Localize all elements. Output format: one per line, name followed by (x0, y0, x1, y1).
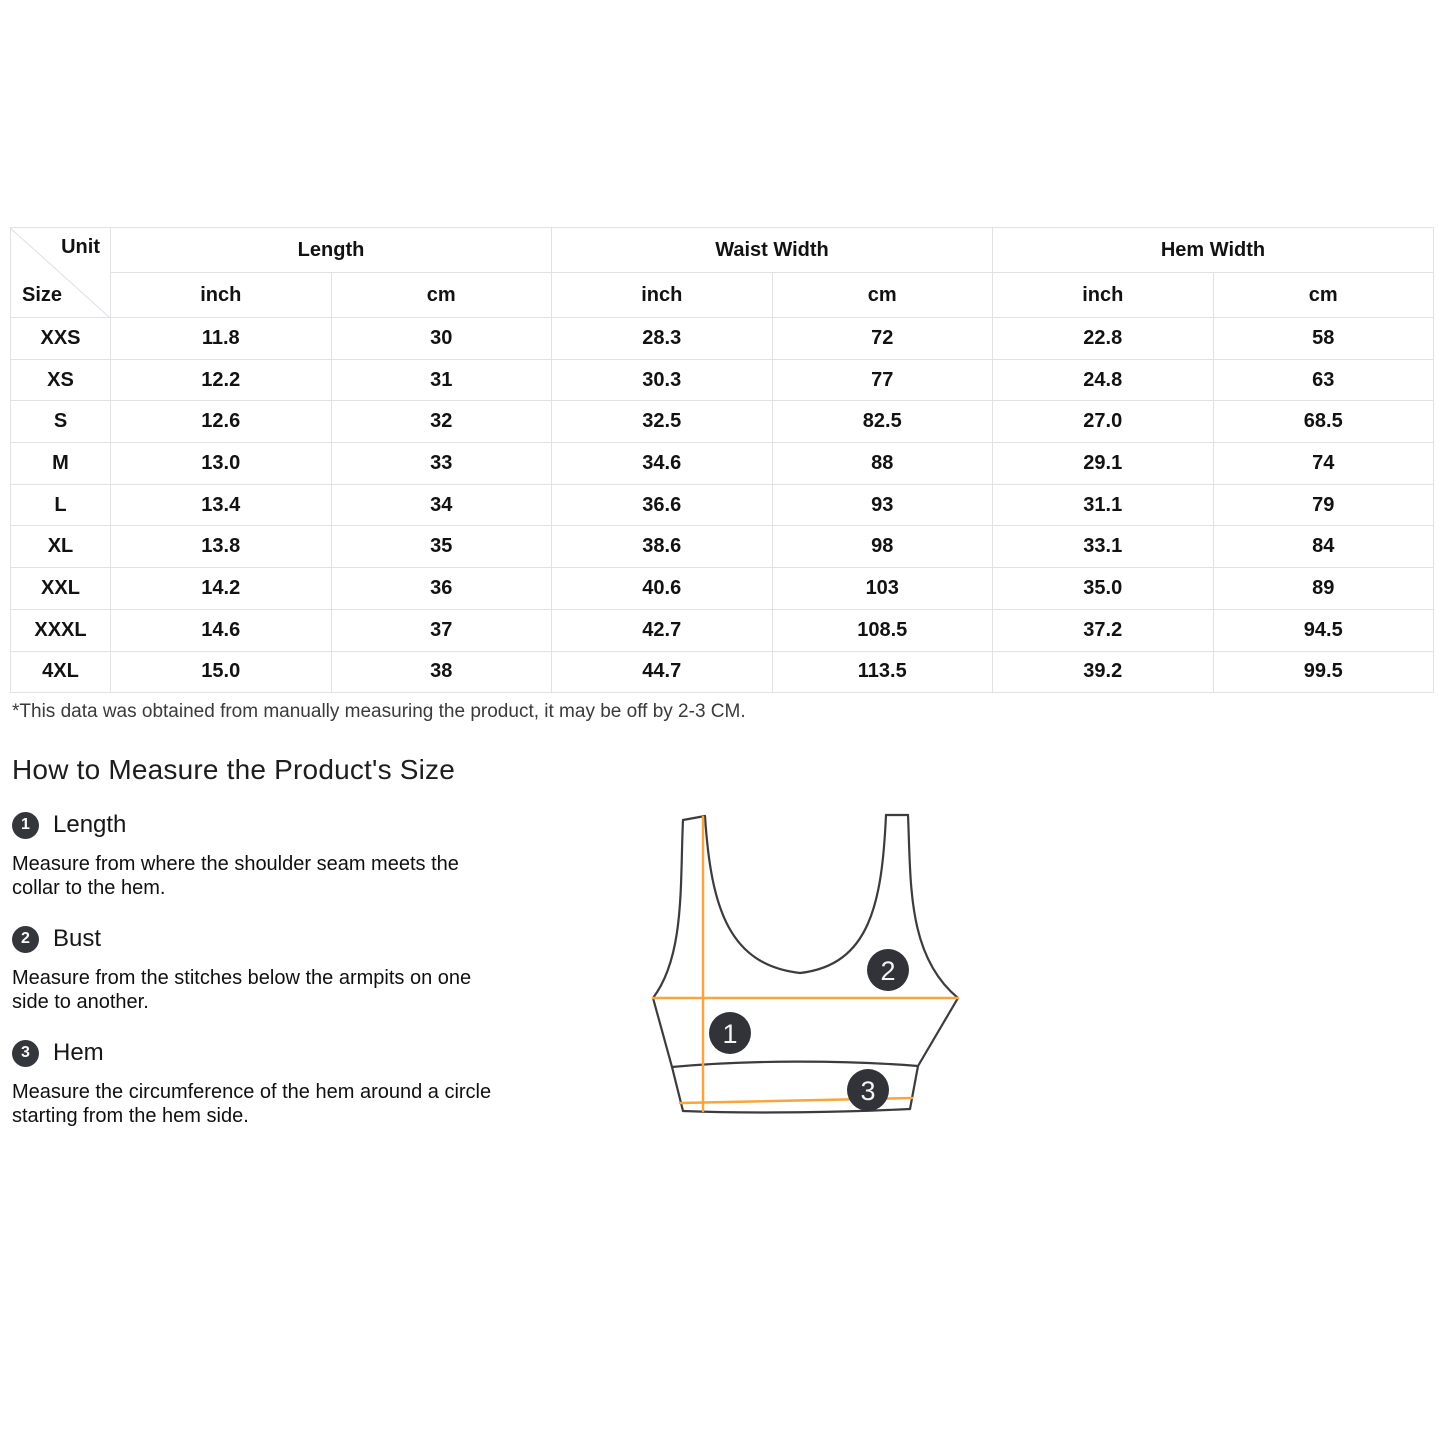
garment-diagram-svg (618, 798, 978, 1133)
left-side-seam (653, 998, 683, 1111)
measurement-cell: 33 (331, 443, 552, 485)
measurement-cell: 29.1 (993, 443, 1214, 485)
corner-cell (11, 228, 111, 318)
measurement-cell: 14.2 (111, 568, 332, 610)
table-row (11, 526, 1434, 568)
measure-guide-item (12, 811, 612, 900)
right-armhole-edge (908, 815, 958, 998)
table-row (11, 443, 1434, 485)
measurement-cell: 84 (1213, 526, 1434, 568)
table-row (11, 401, 1434, 443)
table-row (11, 568, 1434, 610)
measure-guide-item (12, 1039, 612, 1128)
measurement-cell: 11.8 (111, 318, 332, 360)
left-strap-top (683, 816, 705, 820)
step-number-badge: 1 (12, 812, 39, 839)
measurement-cell: 63 (1213, 359, 1434, 401)
table-row (11, 359, 1434, 401)
size-label-cell: XS (11, 359, 111, 401)
measurement-cell: 36.6 (552, 484, 773, 526)
measurement-cell: 77 (772, 359, 993, 401)
measurement-cell: 82.5 (772, 401, 993, 443)
measurement-cell: 38 (331, 651, 552, 693)
step-description: Measure from where the shoulder seam meets the collar to the hem. (12, 853, 459, 900)
table-row (11, 484, 1434, 526)
measurement-cell: 13.4 (111, 484, 332, 526)
subheader-length-cm: cm (331, 273, 552, 318)
column-group-hem-width: Hem Width (993, 228, 1434, 273)
measurement-cell: 34.6 (552, 443, 773, 485)
measurement-cell: 35.0 (993, 568, 1214, 610)
measurement-cell: 113.5 (772, 651, 993, 693)
measurement-cell: 74 (1213, 443, 1434, 485)
diagram-badges (709, 949, 909, 1111)
band-top-line (672, 1062, 918, 1067)
step-header (12, 1039, 612, 1067)
measurement-cell: 30 (331, 318, 552, 360)
step-header (12, 811, 612, 839)
step-label: Length (53, 811, 127, 839)
subheader-length-inch: inch (111, 273, 332, 318)
size-label-cell: M (11, 443, 111, 485)
table-unit-header-row (11, 273, 1434, 318)
measurement-cell: 40.6 (552, 568, 773, 610)
measurement-cell: 36 (331, 568, 552, 610)
step-label: Bust (53, 925, 102, 953)
measurement-cell: 13.8 (111, 526, 332, 568)
measurement-cell: 27.0 (993, 401, 1214, 443)
measurement-cell: 30.3 (552, 359, 773, 401)
measurement-cell: 98 (772, 526, 993, 568)
diagram-badge-2-number: 2 (880, 956, 896, 986)
diagram-badge-1-number: 1 (722, 1019, 738, 1049)
size-label-cell: XXS (11, 318, 111, 360)
measurement-cell: 58 (1213, 318, 1434, 360)
measurement-cell: 108.5 (772, 609, 993, 651)
measurement-cell: 12.2 (111, 359, 332, 401)
measurement-cell: 13.0 (111, 443, 332, 485)
size-table-body (11, 318, 1434, 693)
guide-heading: How to Measure the Product's Size (12, 754, 456, 786)
corner-unit-label: Unit (61, 236, 100, 258)
diagram-badge-3-number: 3 (860, 1076, 876, 1106)
measurement-cell: 89 (1213, 568, 1434, 610)
table-footnote: *This data was obtained from manually measuring the product, it may be off by 2-3 CM. (12, 701, 746, 723)
table-row (11, 318, 1434, 360)
size-label-cell: XL (11, 526, 111, 568)
measurement-cell: 93 (772, 484, 993, 526)
column-group-waist-width: Waist Width (552, 228, 993, 273)
hem-bottom-line (683, 1109, 910, 1112)
table-row (11, 609, 1434, 651)
size-label-cell: XXXL (11, 609, 111, 651)
subheader-hem-inch: inch (993, 273, 1214, 318)
size-table (10, 227, 1434, 693)
measurement-cell: 34 (331, 484, 552, 526)
subheader-hem-cm: cm (1213, 273, 1434, 318)
measurement-cell: 72 (772, 318, 993, 360)
measurement-cell: 33.1 (993, 526, 1214, 568)
subheader-waist-cm: cm (772, 273, 993, 318)
table-group-header-row (11, 228, 1434, 273)
measurement-cell: 44.7 (552, 651, 773, 693)
step-description: Measure from the stitches below the armpits on one side to another. (12, 967, 472, 1014)
measurement-lines (653, 817, 958, 1111)
left-armhole-edge (653, 820, 683, 998)
measurement-cell: 37 (331, 609, 552, 651)
measurement-cell: 24.8 (993, 359, 1214, 401)
measurement-cell: 22.8 (993, 318, 1214, 360)
size-label-cell: L (11, 484, 111, 526)
measurement-cell: 32 (331, 401, 552, 443)
neckline (705, 815, 886, 973)
diagram-badge-length (709, 1012, 751, 1054)
measurement-cell: 31.1 (993, 484, 1214, 526)
step-number-badge: 3 (12, 1040, 39, 1067)
corner-size-label: Size (22, 284, 63, 306)
measurement-cell: 39.2 (993, 651, 1214, 693)
measure-guide-item (12, 925, 612, 1014)
diagram-badge-bust (867, 949, 909, 991)
measurement-cell: 79 (1213, 484, 1434, 526)
measurement-cell: 99.5 (1213, 651, 1434, 693)
measurement-cell: 94.5 (1213, 609, 1434, 651)
measurement-cell: 38.6 (552, 526, 773, 568)
measurement-cell: 35 (331, 526, 552, 568)
subheader-waist-inch: inch (552, 273, 773, 318)
column-group-length: Length (111, 228, 552, 273)
measurement-cell: 14.6 (111, 609, 332, 651)
step-number-badge: 2 (12, 926, 39, 953)
step-label: Hem (53, 1039, 104, 1067)
size-label-cell: S (11, 401, 111, 443)
measurement-cell: 88 (772, 443, 993, 485)
measurement-cell: 15.0 (111, 651, 332, 693)
measurement-cell: 37.2 (993, 609, 1214, 651)
size-label-cell: XXL (11, 568, 111, 610)
step-description: Measure the circumference of the hem around a circle starting from the hem side. (12, 1081, 492, 1128)
measurement-cell: 68.5 (1213, 401, 1434, 443)
measurement-diagram (618, 798, 978, 1133)
measurement-cell: 28.3 (552, 318, 773, 360)
garment-outline (653, 815, 958, 1112)
step-header (12, 925, 612, 953)
measurement-cell: 32.5 (552, 401, 773, 443)
measurement-cell: 31 (331, 359, 552, 401)
size-label-cell: 4XL (11, 651, 111, 693)
measurement-cell: 103 (772, 568, 993, 610)
measurement-cell: 12.6 (111, 401, 332, 443)
measurement-cell: 42.7 (552, 609, 773, 651)
diagram-badge-hem (847, 1069, 889, 1111)
right-side-seam (910, 998, 958, 1109)
table-row (11, 651, 1434, 693)
